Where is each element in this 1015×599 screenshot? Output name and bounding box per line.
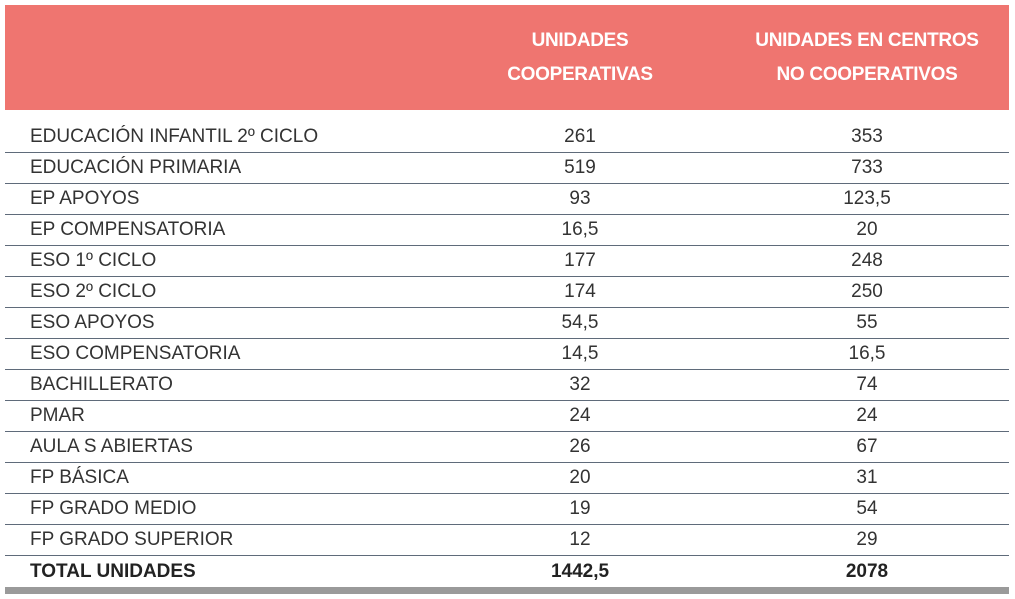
row-non-cooperative-value: 55: [856, 312, 878, 333]
total-row: [5, 556, 1009, 587]
row-label: AULA S ABIERTAS: [30, 436, 193, 457]
row-cooperative-value: 177: [564, 250, 596, 271]
row-non-cooperative-value: 123,5: [843, 188, 891, 209]
units-table: [5, 5, 1009, 594]
row-label: EP APOYOS: [30, 188, 140, 209]
row-label: FP GRADO SUPERIOR: [30, 529, 234, 550]
row-cooperative-value: 54,5: [561, 312, 599, 333]
row-non-cooperative-value: 74: [856, 374, 878, 395]
table-body: [5, 122, 1009, 587]
table-row: [5, 153, 1009, 184]
row-cooperative-value: 12: [569, 529, 591, 550]
row-cooperative-value: 261: [564, 126, 596, 147]
table-row: [5, 339, 1009, 370]
table-row: [5, 215, 1009, 246]
row-non-cooperative-value: 733: [851, 157, 883, 178]
table-row: [5, 308, 1009, 339]
row-non-cooperative-value: 54: [856, 498, 878, 519]
row-non-cooperative-value: 29: [856, 529, 878, 550]
row-non-cooperative-value: 31: [856, 467, 878, 488]
row-label: ESO 2º CICLO: [30, 281, 157, 302]
row-label: ESO 1º CICLO: [30, 250, 157, 271]
header-cooperative-line2: COOPERATIVAS: [507, 63, 653, 85]
header-cooperative-line1: UNIDADES: [531, 29, 629, 51]
row-non-cooperative-value: 250: [851, 281, 883, 302]
row-cooperative-value: 174: [564, 281, 596, 302]
row-cooperative-value: 20: [569, 467, 591, 488]
header-non-cooperative-units: [725, 24, 1009, 92]
table-row: [5, 432, 1009, 463]
table-row: [5, 525, 1009, 556]
row-cooperative-value: 24: [569, 405, 591, 426]
total-cooperative-value: 1442,5: [550, 560, 610, 582]
row-label: PMAR: [30, 405, 85, 426]
row-cooperative-value: 26: [569, 436, 591, 457]
header-non-cooperative-line2: NO COOPERATIVOS: [776, 63, 958, 85]
row-label: BACHILLERATO: [30, 374, 173, 395]
row-cooperative-value: 32: [569, 374, 591, 395]
row-label: FP BÁSICA: [30, 467, 129, 488]
row-non-cooperative-value: 16,5: [848, 343, 886, 364]
table-row: [5, 370, 1009, 401]
table-row: [5, 401, 1009, 432]
row-non-cooperative-value: 67: [856, 436, 878, 457]
row-cooperative-value: 19: [569, 498, 591, 519]
row-non-cooperative-value: 20: [856, 219, 878, 240]
row-non-cooperative-value: 24: [856, 405, 878, 426]
header-cooperative-units: [435, 24, 725, 92]
table-row: [5, 277, 1009, 308]
row-cooperative-value: 519: [564, 157, 596, 178]
row-label: EDUCACIÓN PRIMARIA: [30, 157, 242, 178]
row-label: EDUCACIÓN INFANTIL 2º CICLO: [30, 126, 319, 147]
table-header: [5, 5, 1009, 110]
table-row: [5, 463, 1009, 494]
row-non-cooperative-value: 353: [851, 126, 883, 147]
row-non-cooperative-value: 248: [851, 250, 883, 271]
table-row: [5, 184, 1009, 215]
row-label: FP GRADO MEDIO: [30, 498, 197, 519]
total-label: TOTAL UNIDADES: [30, 560, 196, 582]
table-row: [5, 122, 1009, 153]
header-non-cooperative-line1: UNIDADES EN CENTROS: [755, 29, 979, 51]
row-label: EP COMPENSATORIA: [30, 219, 226, 240]
row-cooperative-value: 14,5: [561, 343, 599, 364]
table-row: [5, 494, 1009, 525]
table-row: [5, 246, 1009, 277]
row-cooperative-value: 16,5: [561, 219, 599, 240]
footer-bar: [5, 587, 1009, 594]
row-label: ESO COMPENSATORIA: [30, 343, 241, 364]
row-cooperative-value: 93: [569, 188, 591, 209]
total-non-cooperative-value: 2078: [845, 560, 889, 582]
row-label: ESO APOYOS: [30, 312, 155, 333]
